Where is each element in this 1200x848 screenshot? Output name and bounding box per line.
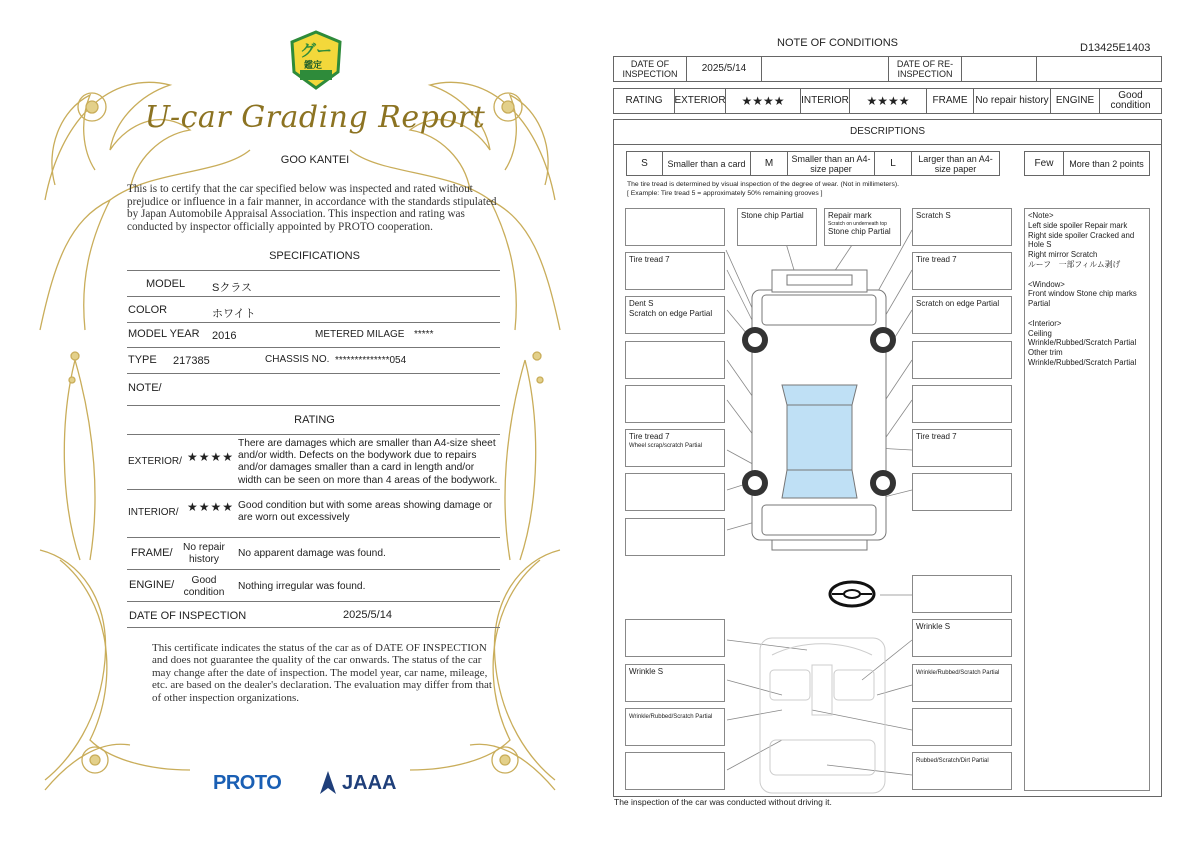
engine-description: Nothing irregular was found. <box>238 581 366 592</box>
wrs-left-text: Wrinkle/Rubbed/Scratch Partial <box>629 714 713 720</box>
desc-box-right-4 <box>912 341 1012 379</box>
desc-box-dent <box>625 296 725 334</box>
type-value: 217385 <box>173 355 210 367</box>
color-value: ホワイト <box>212 308 256 320</box>
legend-m-desc: Smaller than an A4-size paper <box>787 151 875 176</box>
interior-description: Good condition but with some areas showing damage or are worn out excessively <box>238 500 493 524</box>
rating-heading: RATING <box>294 414 335 426</box>
chassis-label: CHASSIS NO. <box>265 354 330 365</box>
rsd-right-text: Rubbed/Scratch/Dirt Partial <box>916 758 989 764</box>
desc-box-left-7 <box>625 473 725 511</box>
jaaa-logo: JAAA <box>342 772 397 794</box>
certificate-intro: This is to certify that the car specified below was inspected and rated without prejudice or influence in a fair manner, in accordance with the standards stipulated by Japan Automobile Appraisal Association. This inspection and rating was conducted by inspector officially appointed by PROTO cooperation. <box>127 183 497 233</box>
date-reinspection-label: DATE OF RE-INSPECTION <box>888 56 962 82</box>
interior-stars-cell: ★★★★ <box>849 88 927 114</box>
dent-text: Dent S <box>629 299 654 308</box>
bottom-note: The inspection of the car was conducted without driving it. <box>614 797 832 807</box>
desc-box-left-4 <box>625 341 725 379</box>
scratch-top-text: Scratch S <box>916 211 951 220</box>
model-value: Sクラス <box>212 282 253 294</box>
repair-mark-detail-text: Stone chip Partial <box>828 227 891 236</box>
chassis-value: **************054 <box>335 355 407 366</box>
repair-mark-sub-text: Scratch on underneath top <box>828 221 887 227</box>
legend-l-desc: Larger than an A4-size paper <box>911 151 1000 176</box>
date-of-inspection-label: DATE OF INSPECTION <box>129 610 247 622</box>
date-inspection-value: 2025/5/14 <box>686 56 762 82</box>
date-reinspection-blank <box>1036 56 1162 82</box>
frame-label: FRAME/ <box>131 547 173 559</box>
desc-box-scratch-edge-right <box>912 296 1012 334</box>
desc-box-left-8 <box>625 518 725 556</box>
engine-value: Good condition <box>183 575 225 599</box>
sheet-title: NOTE OF CONDITIONS <box>777 37 898 49</box>
desc-box-tire-rr <box>912 429 1012 467</box>
wrs-right-text: Wrinkle/Rubbed/Scratch Partial <box>916 670 1000 676</box>
model-year-label: MODEL YEAR <box>128 328 200 340</box>
interior-label: INTERIOR/ <box>128 507 179 518</box>
mileage-value: ***** <box>414 329 434 340</box>
mileage-label: METERED MILAGE <box>315 329 405 340</box>
frame-label-cell: FRAME <box>926 88 974 114</box>
tire-rr-text: Tire tread 7 <box>916 432 957 441</box>
notes-box: <Note> Left side spoiler Repair mark Right side spoiler Cracked and Hole S Right mirror Scratch ルーフ 一部フィルム剥げ <Window> Front window Stone chip marks Partial <Interior> Ceiling Wrinkle/Rubbed/Scratch Partial Other trim Wrinkle/Rubbed/Scratch Partial <box>1024 208 1150 791</box>
engine-value-cell: Good condition <box>1099 88 1162 114</box>
desc-box-right-int-3 <box>912 708 1012 746</box>
desc-box-left-5 <box>625 385 725 423</box>
exterior-label: EXTERIOR/ <box>128 456 182 467</box>
date-inspection-label: DATE OF INSPECTION <box>613 56 687 82</box>
wrinkle-right-text: Wrinkle S <box>916 622 951 631</box>
frame-value-cell: No repair history <box>973 88 1051 114</box>
desc-box-steering <box>912 575 1012 613</box>
desc-box-tire-rl <box>625 429 725 467</box>
desc-box-wrinkle-left <box>625 664 725 702</box>
interior-label-cell: INTERIOR <box>800 88 850 114</box>
desc-box-left-int-4 <box>625 752 725 790</box>
desc-box-rsd-right <box>912 752 1012 790</box>
legend-m: M <box>750 151 788 176</box>
color-label: COLOR <box>128 304 168 316</box>
specifications-heading: SPECIFICATIONS <box>269 250 360 262</box>
scratch-edge-right-text: Scratch on edge Partial <box>916 299 1000 308</box>
tire-fr-text: Tire tread 7 <box>916 255 957 264</box>
descriptions-heading: DESCRIPTIONS <box>613 119 1162 145</box>
date-of-inspection-value: 2025/5/14 <box>343 609 392 621</box>
exterior-label-cell: EXTERIOR <box>674 88 726 114</box>
legend-s: S <box>626 151 663 176</box>
legend-few: Few <box>1024 151 1064 176</box>
model-label: MODEL <box>146 278 186 290</box>
engine-label-cell: ENGINE <box>1050 88 1100 114</box>
tread-note-line: The tire tread is determined by visual inspection of the degree of wear. (Not in millimeters). <box>627 181 899 188</box>
model-year-value: 2016 <box>212 330 237 342</box>
certificate-title: U-car Grading Report <box>144 100 486 135</box>
desc-box-repair-mark <box>824 208 901 246</box>
badge-text: 鑑定 <box>304 61 323 71</box>
date-blank <box>761 56 889 82</box>
desc-box-front-left-top <box>625 208 725 246</box>
repair-mark-text: Repair mark <box>828 211 872 220</box>
exterior-stars: ★★★★ <box>187 450 235 464</box>
certificate-footer: This certificate indicates the status of the car as of DATE OF INSPECTION and does not guarantee the quality of the car onwards. The status of the car may change after the date of inspection. The model year, car name, mileage, etc. are based on the dealer's declaration. The evaluation may differ from that of other inspection organizations. <box>152 642 492 704</box>
wrinkle-left-text: Wrinkle S <box>629 667 664 676</box>
legend-l: L <box>874 151 912 176</box>
desc-box-wrs-left <box>625 708 725 746</box>
desc-box-right-7 <box>912 473 1012 511</box>
tire-rl-text: Tire tread 7 <box>629 432 670 441</box>
tire-fl-text: Tire tread 7 <box>629 255 670 264</box>
badge-mark: グー <box>300 41 333 60</box>
frame-value: No repair history <box>183 542 225 566</box>
date-reinspection-value <box>961 56 1037 82</box>
type-label: TYPE <box>128 354 157 366</box>
desc-box-scratch-top <box>912 208 1012 246</box>
desc-box-wrs-right <box>912 664 1012 702</box>
frame-description: No apparent damage was found. <box>238 548 386 559</box>
dent-detail-text: Scratch on edge Partial <box>629 309 713 318</box>
tire-rl-detail-text: Wheel scrap/scratch Partial <box>629 443 703 449</box>
desc-box-left-int-1 <box>625 619 725 657</box>
exterior-description: There are damages which are smaller than A4-size sheet and/or width. Defects on the bodywork due to repairs and/or damages smaller than a card in length and/or width can be seen on more than 4 areas of the bodywork. <box>238 438 498 486</box>
steering-wheel-icon <box>830 582 874 606</box>
engine-label: ENGINE/ <box>129 579 175 591</box>
certificate-subtitle: GOO KANTEI <box>280 154 350 166</box>
tread-example-line: [ Example: Tire tread 5 = approximately 50% remaining grooves ] <box>627 190 823 197</box>
note-label: NOTE/ <box>128 382 162 394</box>
stone-chip-top-text: Stone chip Partial <box>741 211 804 220</box>
exterior-stars-cell: ★★★★ <box>725 88 801 114</box>
document-id: D13425E1403 <box>1080 42 1151 54</box>
desc-box-right-5 <box>912 385 1012 423</box>
legend-few-desc: More than 2 points <box>1063 151 1150 176</box>
legend-s-desc: Smaller than a card <box>662 151 751 176</box>
desc-box-tire-fr <box>912 252 1012 290</box>
desc-box-tire-fl <box>625 252 725 290</box>
interior-stars: ★★★★ <box>187 500 235 514</box>
desc-box-stone-chip-top <box>737 208 817 246</box>
tread-note <box>627 180 899 198</box>
proto-logo: PROTO <box>213 772 282 794</box>
desc-box-wrinkle-right <box>912 619 1012 657</box>
rating-label: RATING <box>613 88 675 114</box>
